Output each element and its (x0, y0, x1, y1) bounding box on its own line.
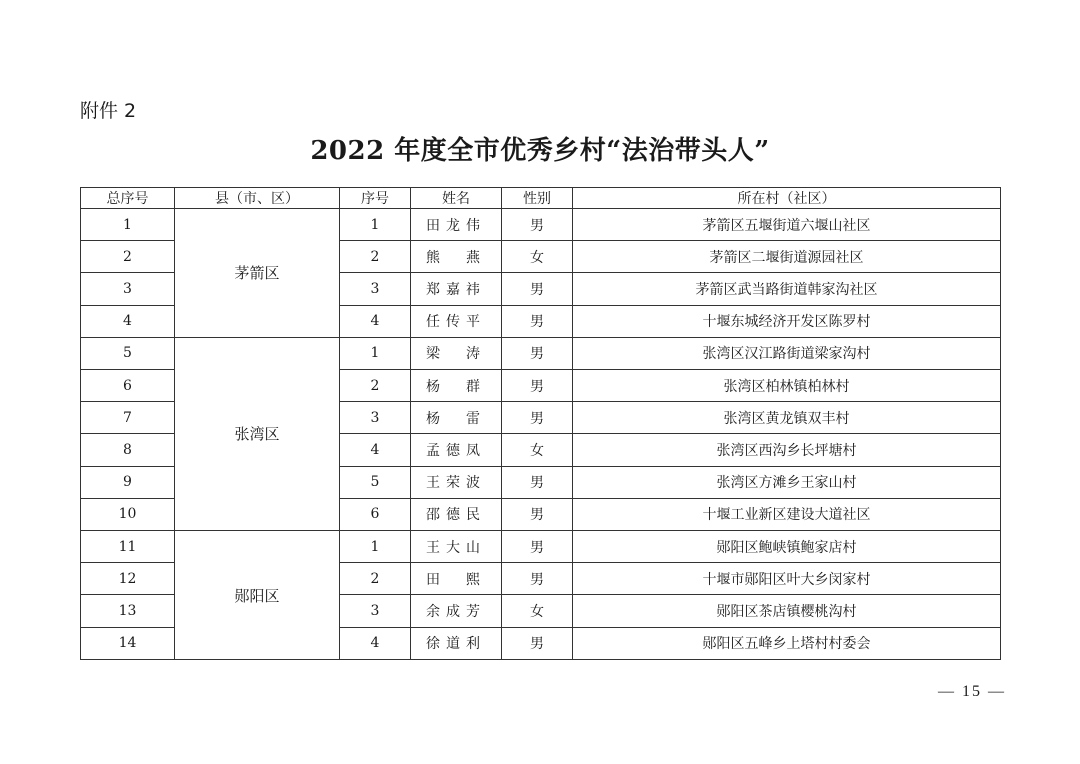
cell-gender: 男 (502, 337, 573, 369)
cell-gender: 男 (502, 498, 573, 530)
cell-seq: 4 (340, 305, 411, 337)
cell-seq: 2 (340, 370, 411, 402)
cell-village: 茅箭区武当路街道韩家沟社区 (573, 273, 1001, 305)
cell-gender: 男 (502, 531, 573, 563)
cell-total-seq: 14 (81, 627, 175, 659)
cell-name: 邵德民 (411, 498, 502, 530)
cell-name: 孟德凤 (411, 434, 502, 466)
cell-village: 张湾区黄龙镇双丰村 (573, 402, 1001, 434)
cell-seq: 3 (340, 595, 411, 627)
roster-table (80, 187, 1001, 660)
table-header-row (81, 188, 1001, 209)
attachment-label: 附件 2 (80, 100, 137, 122)
cell-village: 十堰市郧阳区叶大乡闵家村 (573, 563, 1001, 595)
cell-name: 任传平 (411, 305, 502, 337)
cell-gender: 男 (502, 273, 573, 305)
cell-name: 郑嘉祎 (411, 273, 502, 305)
cell-seq: 2 (340, 563, 411, 595)
cell-seq: 6 (340, 498, 411, 530)
cell-village: 张湾区方滩乡王家山村 (573, 466, 1001, 498)
cell-seq: 1 (340, 209, 411, 241)
cell-village: 张湾区柏林镇柏林村 (573, 370, 1001, 402)
cell-name: 熊 燕 (411, 241, 502, 273)
cell-county: 茅箭区 (175, 209, 340, 338)
cell-gender: 男 (502, 563, 573, 595)
cell-county: 郧阳区 (175, 531, 340, 660)
header-village: 所在村（社区） (573, 188, 1001, 209)
cell-total-seq: 5 (81, 337, 175, 369)
cell-total-seq: 7 (81, 402, 175, 434)
cell-total-seq: 11 (81, 531, 175, 563)
cell-village: 茅箭区二堰街道源园社区 (573, 241, 1001, 273)
cell-village: 十堰东城经济开发区陈罗村 (573, 305, 1001, 337)
header-county: 县（市、区） (175, 188, 340, 209)
cell-name: 王荣波 (411, 466, 502, 498)
cell-gender: 男 (502, 209, 573, 241)
header-gender: 性别 (502, 188, 573, 209)
table-row (81, 337, 1001, 369)
cell-seq: 4 (340, 627, 411, 659)
cell-name: 余成芳 (411, 595, 502, 627)
cell-village: 张湾区汉江路街道梁家沟村 (573, 337, 1001, 369)
cell-gender: 男 (502, 370, 573, 402)
cell-name: 杨 雷 (411, 402, 502, 434)
cell-gender: 男 (502, 466, 573, 498)
page-number: — 15 — (938, 683, 1006, 700)
cell-total-seq: 10 (81, 498, 175, 530)
cell-gender: 男 (502, 627, 573, 659)
cell-seq: 4 (340, 434, 411, 466)
cell-village: 茅箭区五堰街道六堰山社区 (573, 209, 1001, 241)
cell-village: 郧阳区鲍峡镇鲍家店村 (573, 531, 1001, 563)
cell-seq: 5 (340, 466, 411, 498)
cell-total-seq: 12 (81, 563, 175, 595)
cell-name: 王大山 (411, 531, 502, 563)
cell-total-seq: 8 (81, 434, 175, 466)
cell-total-seq: 3 (81, 273, 175, 305)
cell-gender: 女 (502, 595, 573, 627)
cell-total-seq: 13 (81, 595, 175, 627)
cell-name: 田 熙 (411, 563, 502, 595)
header-total-seq: 总序号 (81, 188, 175, 209)
cell-village: 郧阳区茶店镇樱桃沟村 (573, 595, 1001, 627)
cell-village: 郧阳区五峰乡上塔村村委会 (573, 627, 1001, 659)
cell-gender: 女 (502, 241, 573, 273)
cell-name: 梁 涛 (411, 337, 502, 369)
cell-total-seq: 9 (81, 466, 175, 498)
cell-name: 田龙伟 (411, 209, 502, 241)
cell-seq: 2 (340, 241, 411, 273)
cell-village: 张湾区西沟乡长坪塘村 (573, 434, 1001, 466)
cell-gender: 女 (502, 434, 573, 466)
cell-name: 徐道利 (411, 627, 502, 659)
cell-total-seq: 6 (81, 370, 175, 402)
header-name: 姓名 (411, 188, 502, 209)
document-title: 2022 年度全市优秀乡村“法治带头人” (310, 136, 770, 166)
cell-county: 张湾区 (175, 337, 340, 530)
table-body (81, 209, 1001, 660)
cell-gender: 男 (502, 305, 573, 337)
cell-seq: 1 (340, 337, 411, 369)
cell-total-seq: 4 (81, 305, 175, 337)
cell-total-seq: 2 (81, 241, 175, 273)
header-seq: 序号 (340, 188, 411, 209)
cell-seq: 3 (340, 402, 411, 434)
cell-name: 杨 群 (411, 370, 502, 402)
table-row (81, 531, 1001, 563)
cell-total-seq: 1 (81, 209, 175, 241)
cell-seq: 1 (340, 531, 411, 563)
table-row (81, 209, 1001, 241)
cell-village: 十堰工业新区建设大道社区 (573, 498, 1001, 530)
cell-gender: 男 (502, 402, 573, 434)
cell-seq: 3 (340, 273, 411, 305)
